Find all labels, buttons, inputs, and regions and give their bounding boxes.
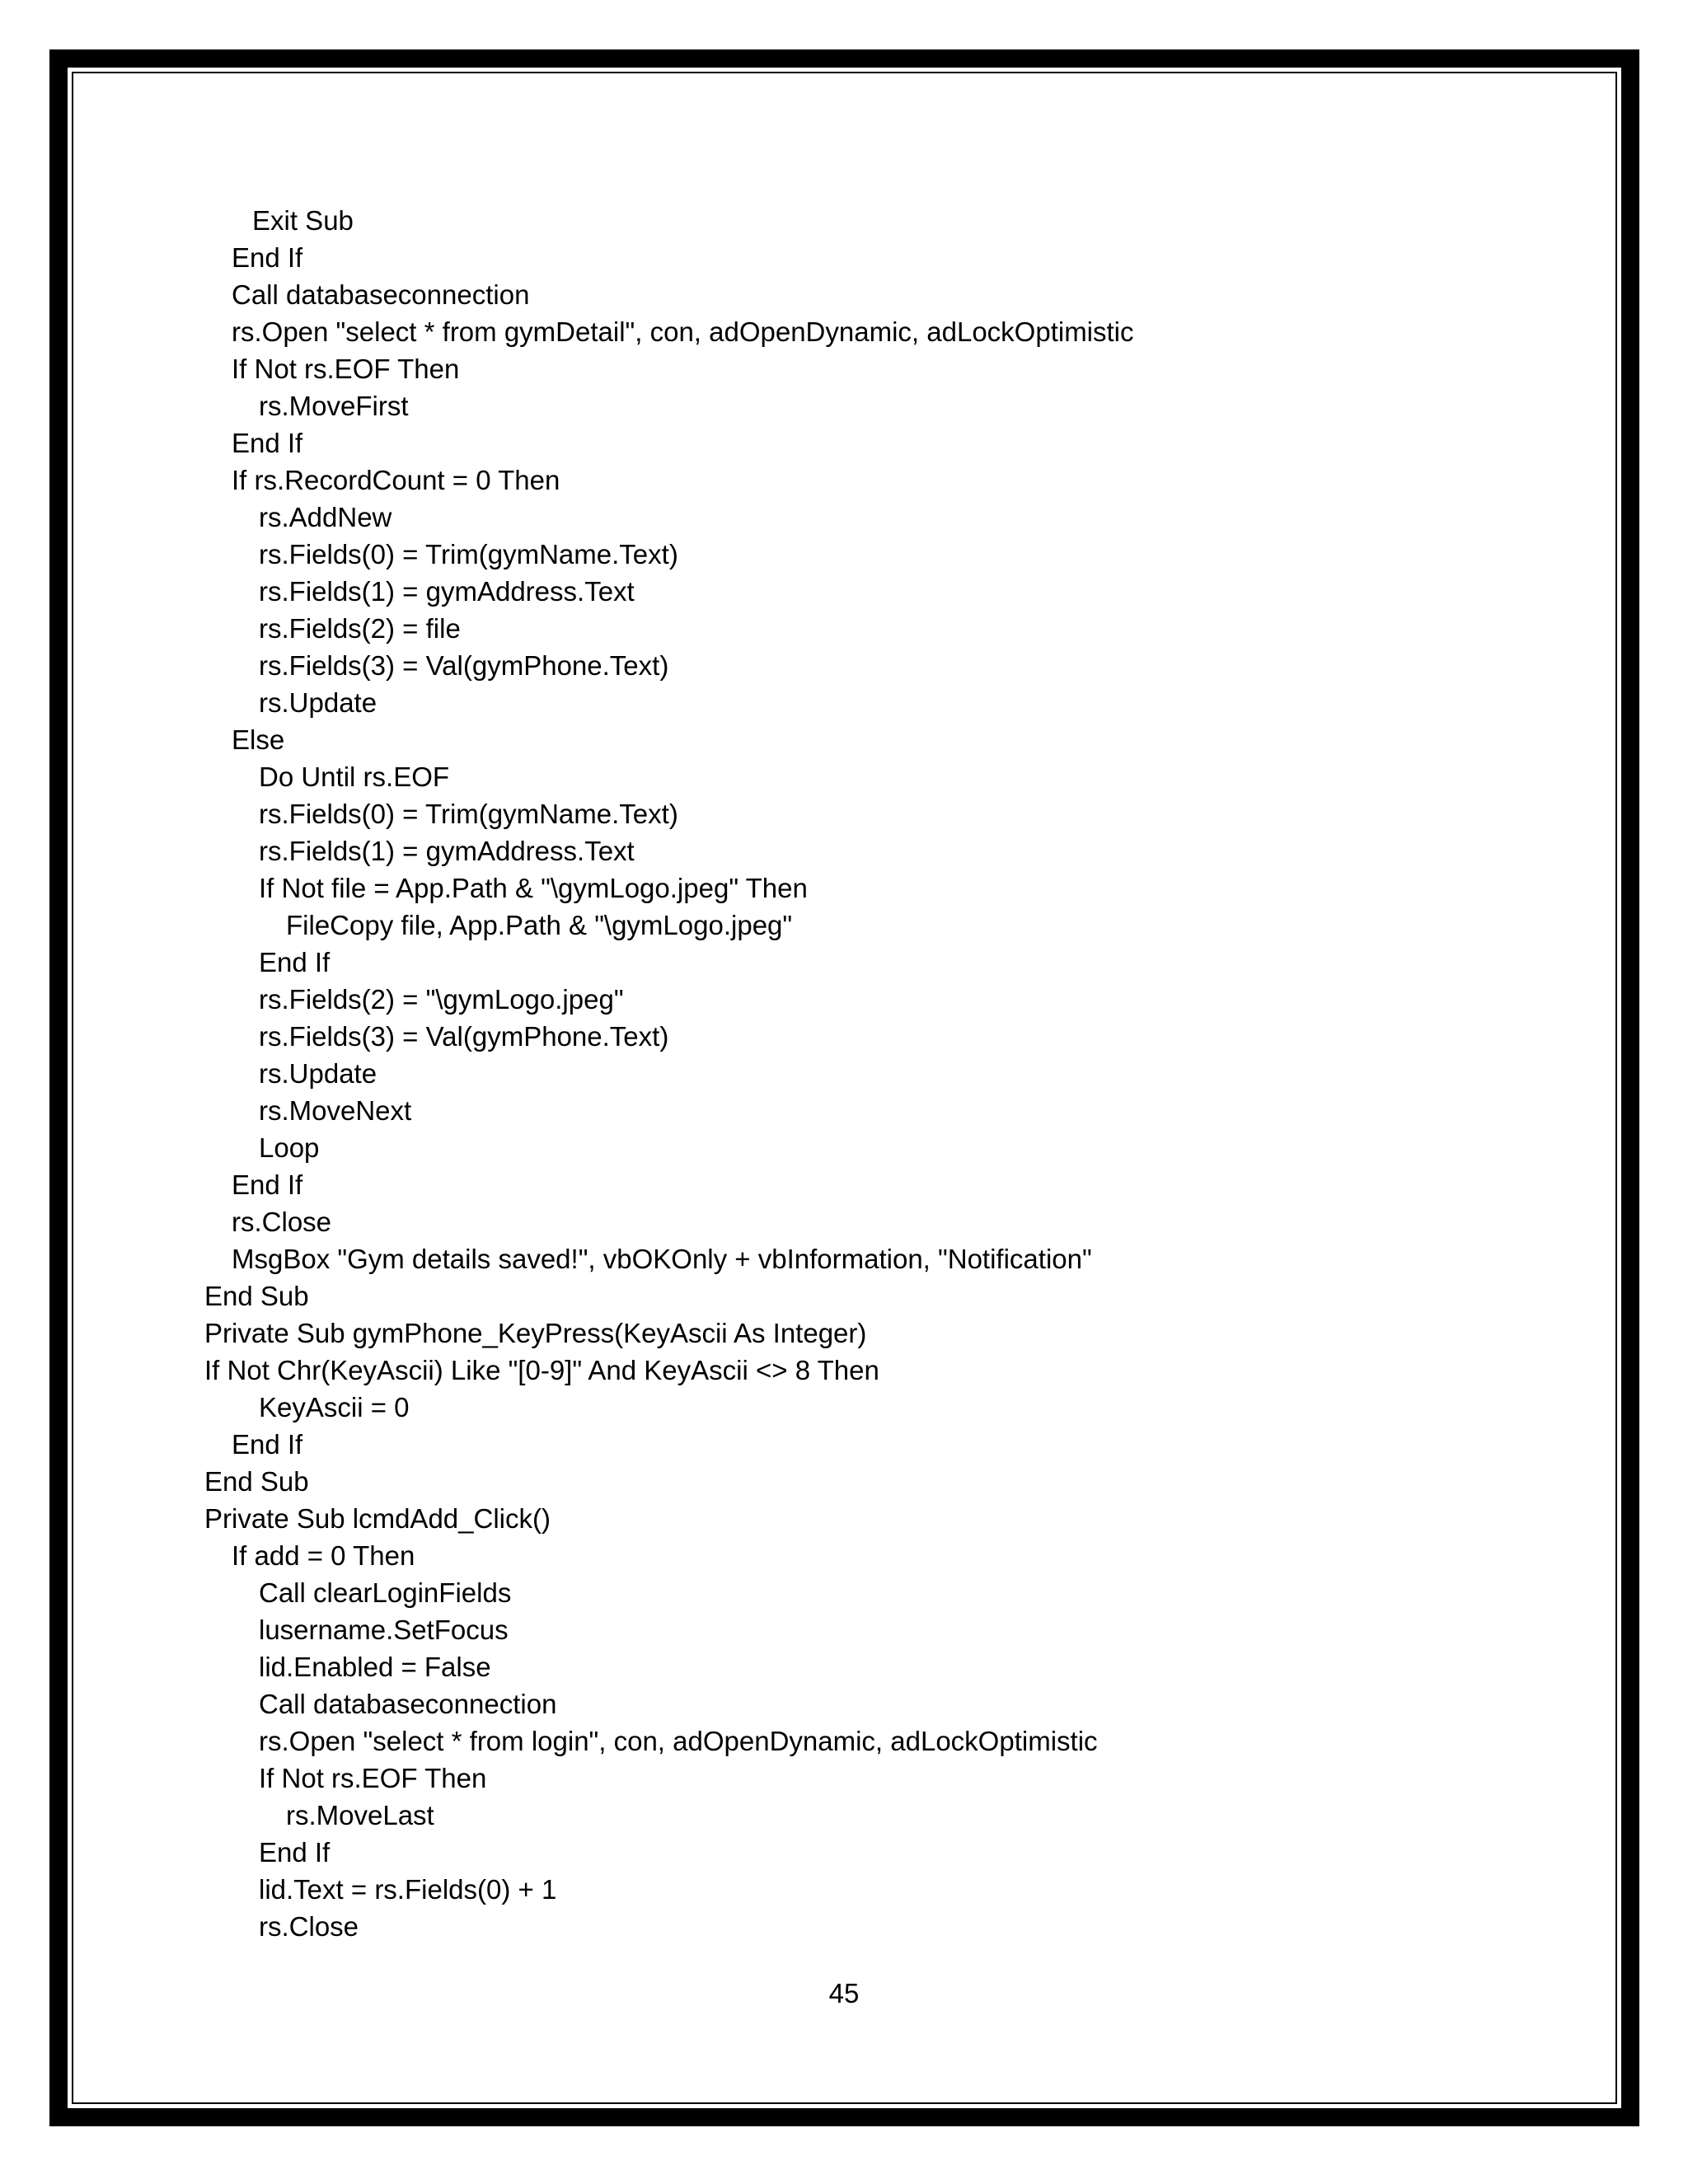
code-line: End If [232,242,303,273]
code-line: If Not rs.EOF Then [259,1763,487,1793]
code-line: rs.Update [259,687,377,718]
code-line: KeyAscii = 0 [259,1392,410,1422]
code-line: End If [259,947,331,977]
code-line: FileCopy file, App.Path & "\gymLogo.jpeg" [286,910,793,940]
code-line: If rs.RecordCount = 0 Then [232,465,560,495]
code-line: rs.Fields(0) = Trim(gymName.Text) [259,539,678,569]
code-line: rs.Fields(0) = Trim(gymName.Text) [259,799,678,829]
code-line: rs.Open "select * from login", con, adOpenDynamic, adLockOptimistic [259,1726,1098,1756]
code-line: If Not rs.EOF Then [232,354,460,384]
code-line: If add = 0 Then [232,1540,415,1571]
code-line: rs.Close [259,1911,359,1942]
code-line: lid.Enabled = False [259,1652,491,1682]
code-line: rs.Fields(2) = file [259,613,461,644]
code-line: Exit Sub [252,205,354,236]
code-line: End If [232,1429,303,1460]
code-line: rs.MoveNext [259,1095,412,1126]
code-line: End If [232,1169,303,1200]
code-line: End If [232,428,303,458]
code-line: End If [259,1837,331,1868]
code-line: MsgBox "Gym details saved!", vbOKOnly + vbInformation, "Notification" [232,1244,1092,1274]
code-listing [0,202,1688,1945]
code-line: If Not Chr(KeyAscii) Like "[0-9]" And KeyAscii <> 8 Then [204,1355,879,1385]
code-line: rs.AddNew [259,502,392,532]
code-line: Do Until rs.EOF [259,762,450,792]
code-line: rs.MoveFirst [259,391,409,421]
code-line: rs.Fields(2) = "\gymLogo.jpeg" [259,984,624,1015]
code-line: rs.Update [259,1058,377,1089]
code-line: Private Sub gymPhone_KeyPress(KeyAscii As Integer) [204,1318,867,1348]
code-line: rs.Open "select * from gymDetail", con, adOpenDynamic, adLockOptimistic [232,316,1134,347]
code-line: rs.Fields(1) = gymAddress.Text [259,836,635,866]
code-line: Private Sub lcmdAdd_Click() [204,1503,551,1534]
code-line: Call databaseconnection [232,279,530,310]
code-line: lusername.SetFocus [259,1615,509,1645]
code-line: rs.Close [232,1207,332,1237]
code-line: rs.Fields(3) = Val(gymPhone.Text) [259,650,669,681]
code-line: rs.Fields(1) = gymAddress.Text [259,576,635,607]
code-line: Call clearLoginFields [259,1577,512,1608]
code-line: lid.Text = rs.Fields(0) + 1 [259,1874,557,1905]
code-line: End Sub [204,1281,309,1311]
code-line: rs.Fields(3) = Val(gymPhone.Text) [259,1021,669,1052]
code-line: If Not file = App.Path & "\gymLogo.jpeg" Then [259,873,808,903]
page-number: 45 [828,1978,860,2008]
code-line: Else [232,724,285,755]
code-line: Call databaseconnection [259,1689,557,1719]
code-line: End Sub [204,1466,309,1497]
code-line: rs.MoveLast [286,1800,434,1830]
code-line: Loop [259,1132,320,1163]
